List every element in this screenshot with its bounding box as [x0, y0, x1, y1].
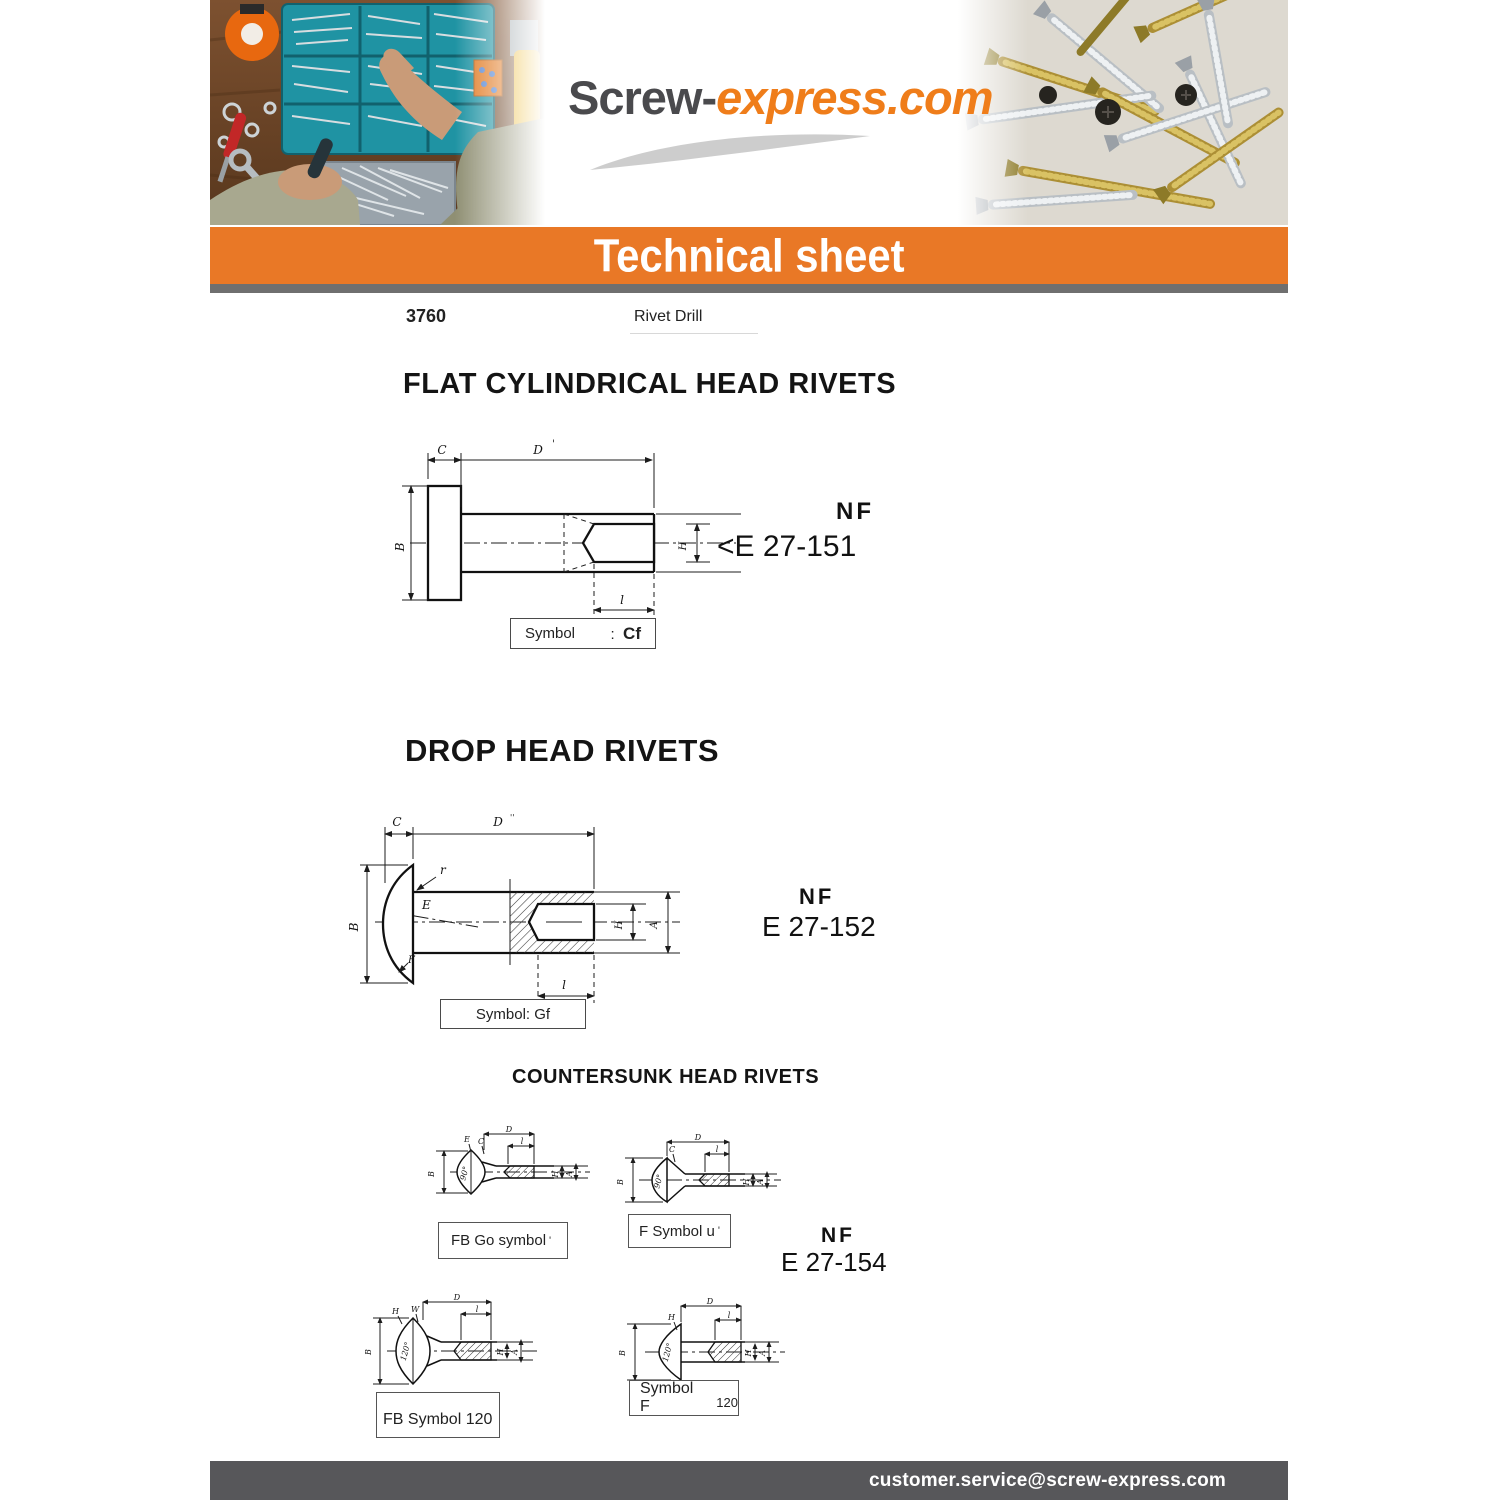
dim-label-d-tick: ': [552, 439, 555, 450]
dim-label-b: B: [427, 1171, 436, 1177]
standard-name-drop: NF: [799, 884, 835, 909]
flat-rivet-geometry: [402, 453, 741, 616]
dim-label-b: B: [364, 1349, 373, 1355]
dim-label-b: B: [616, 1179, 625, 1185]
dim-label-a: A: [758, 1350, 767, 1356]
banner: [210, 227, 1288, 284]
dim-label-h: H: [678, 541, 689, 551]
banner-title: Technical sheet: [593, 228, 905, 282]
dim-label-c: C: [669, 1145, 676, 1154]
angle-label: 90°: [652, 1173, 665, 1190]
dim-label-l: l: [520, 1137, 524, 1146]
standard-code-countersunk: E 27-154: [781, 1247, 887, 1277]
dim-label-a: A: [510, 1349, 519, 1355]
variant-label: FB Go symbol: [451, 1232, 547, 1249]
dim-label-h: H: [614, 920, 625, 930]
dim-label-e: E: [422, 898, 431, 912]
dim-label-e: H: [392, 1307, 399, 1316]
dim-label-l: l: [727, 1311, 731, 1320]
countersunk-fbgo-geometry: [436, 1134, 590, 1194]
variant-label-sub: 120: [716, 1394, 738, 1410]
dim-label-h: H: [744, 1349, 753, 1357]
countersunk-f120-geometry: [627, 1306, 785, 1380]
symbol-text: Symbol: Gf: [475, 1005, 551, 1023]
angle-label: 120°: [660, 1341, 675, 1363]
dim-label-b: B: [618, 1350, 627, 1356]
logo-text-primary: Screw: [568, 71, 702, 124]
dim-label-a: A: [565, 1171, 574, 1177]
dim-label-d: D: [453, 1293, 461, 1302]
footer-bar: [210, 1461, 1288, 1500]
dim-label-c: C: [392, 815, 402, 829]
dim-label-c: C: [437, 443, 447, 457]
angle-label: 120°: [398, 1340, 413, 1362]
dim-label-h: H: [742, 1178, 751, 1186]
screws-illustration: [958, 0, 1288, 225]
customer-service-email[interactable]: customer.service@screw-express.com: [869, 1469, 1226, 1491]
countersunk-fbgo-drawing: [422, 1124, 612, 1209]
site-logo: [568, 70, 993, 125]
dim-label-r: r: [440, 863, 446, 877]
variant-label: F Symbol u: [639, 1222, 715, 1240]
dim-label-a: A: [756, 1179, 765, 1185]
symbol-label: Symbol: [525, 625, 576, 642]
variant-label-box-f120: [629, 1380, 739, 1416]
sheet-content: [210, 0, 1288, 1500]
countersunk-f120-drawing: [615, 1294, 795, 1389]
variant-label-box-fbgo: [438, 1222, 568, 1259]
countersunk-f90-drawing: [615, 1132, 795, 1217]
dim-label-h: H: [496, 1348, 505, 1356]
logo-swoosh: [582, 126, 882, 176]
dim-label-l: l: [620, 593, 624, 607]
symbol-box-drop: [440, 999, 586, 1029]
variant-label: FB Symbol 120: [383, 1411, 493, 1428]
dim-label-d: D: [706, 1297, 714, 1306]
dim-label-d: D: [533, 443, 543, 457]
logo-text-secondary: express.com: [716, 71, 993, 124]
symbol-box-flat: [510, 618, 656, 649]
variant-label-box-fb120: [376, 1392, 500, 1438]
standard-name-flat: NF: [836, 498, 874, 525]
dim-label-d: D: [493, 815, 503, 829]
dim-label-c: W: [411, 1305, 420, 1314]
photo-screws-pile: [958, 0, 1288, 225]
section-title-drop: DROP HEAD RIVETS: [405, 733, 720, 768]
standard-code-flat: <E 27-151: [717, 530, 857, 563]
dim-label-f: F: [408, 955, 415, 966]
dim-label-b: B: [347, 922, 361, 932]
logo-hyphen: -: [701, 71, 717, 124]
symbol-value-group: : Cf: [610, 623, 641, 643]
countersunk-fb120-drawing: [365, 1290, 550, 1395]
dim-label-b: B: [393, 542, 407, 552]
banner-rule: [210, 284, 1288, 293]
dim-label-e: H: [668, 1313, 675, 1322]
dim-label-d: D: [505, 1125, 513, 1134]
dim-label-h: H: [551, 1170, 560, 1178]
dim-label-d-tick: '': [510, 813, 515, 822]
dim-label-l: l: [475, 1305, 479, 1314]
dim-label-l: l: [562, 978, 566, 992]
workbench-illustration: [210, 0, 545, 225]
section-title-flat: FLAT CYLINDRICAL HEAD RIVETS: [403, 368, 897, 400]
photo-workbench-hands: [210, 0, 545, 225]
drop-rivet-geometry: [360, 827, 680, 1003]
standard-code-drop: E 27-152: [762, 911, 876, 942]
standard-name-countersunk: NF: [821, 1224, 855, 1247]
variant-label-tick: ': [717, 1225, 720, 1237]
product-name-underline: [630, 333, 758, 334]
dim-label-d: D: [694, 1133, 702, 1142]
product-name: Rivet Drill: [634, 308, 703, 325]
section-title-countersunk: COUNTERSUNK HEAD RIVETS: [512, 1066, 820, 1088]
dim-label-c: C: [478, 1137, 485, 1146]
product-code: 3760: [406, 306, 447, 326]
countersunk-f90-geometry: [625, 1142, 781, 1202]
dim-label-e: E: [464, 1135, 470, 1144]
angle-label: 90°: [458, 1165, 471, 1182]
dim-label-a: A: [649, 921, 660, 929]
variant-label-box-f90: [628, 1214, 731, 1248]
variant-label-tick: ': [549, 1234, 552, 1247]
dim-label-l: l: [715, 1145, 719, 1154]
variant-label: Symbol F: [640, 1380, 694, 1415]
